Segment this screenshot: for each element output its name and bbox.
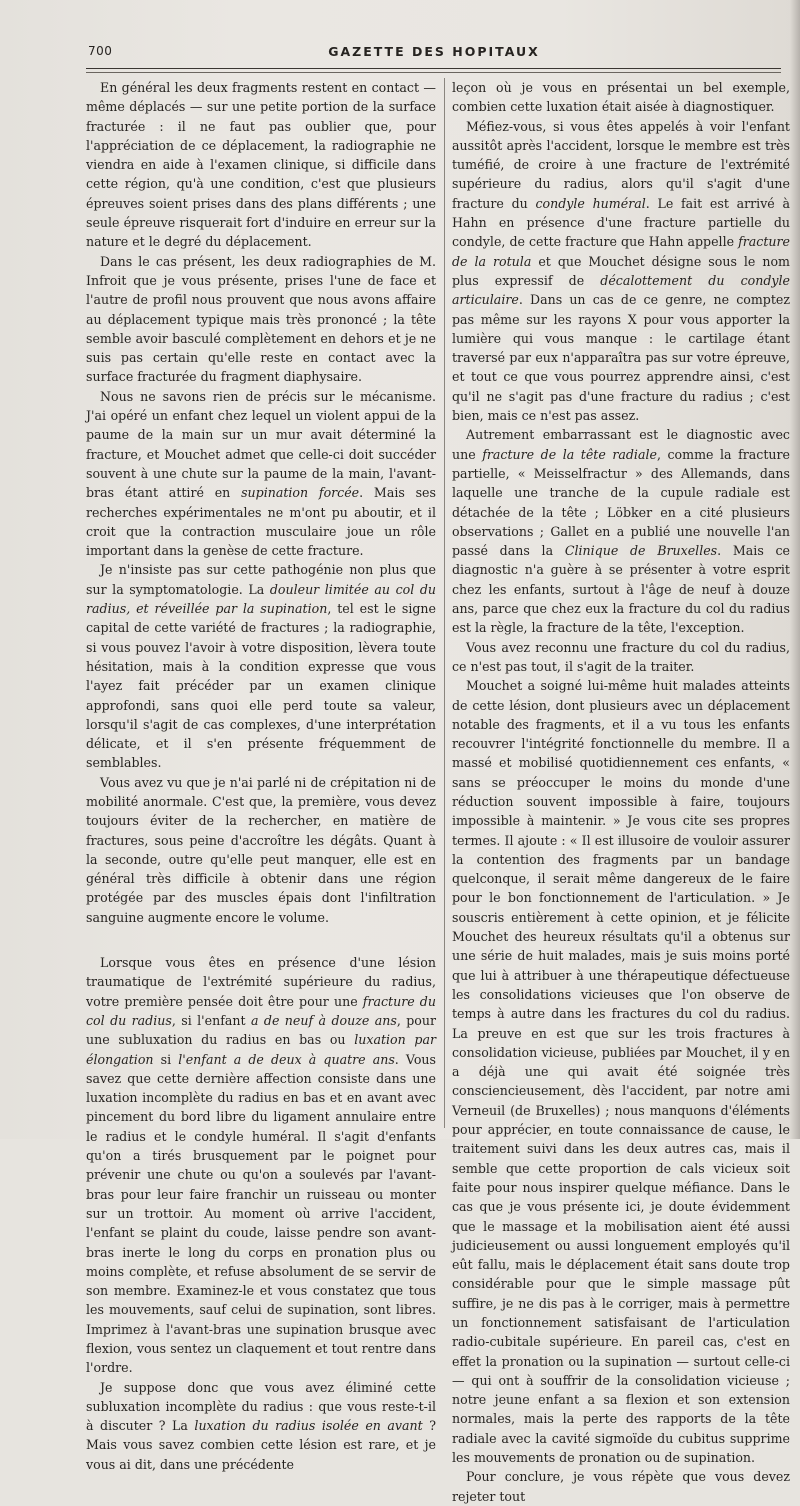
paragraph: Vous avez vu que je n'ai parlé ni de crépitation ni de mobilité anormale. C'est que, la première, vous devez toujours éviter de la rechercher, en matière de fractures, sous peine d'accroître les dégâts. Quant à la seconde, outre qu'elle peut manquer, elle est en général très difficile à obtenir dans une région protégée par des muscles épais dont l'infiltration sanguine augmente encore le volume.	[86, 774, 436, 925]
header-rule	[86, 68, 781, 69]
header-rule-thin	[86, 72, 781, 73]
paragraph: Autrement embarrassant est le diagnostic avec une fracture de la tête radiale, comme la fracture partielle, « Meisselfractur » des Allemands, dans laquelle une tranche de la cupule radiale est détachée de la tête ; Löbker en a cité plusieurs observations ; Gallet en a publié une nouvelle l'an passé dans la Clinique de Bruxelles. Mais ce diagnostic n'a guère à se présenter à votre esprit chez les enfants, surtout à l'âge de neuf à douze ans, parce que chez eux la fracture du col du radius est la règle, la fracture de la tête, l'exception.	[452, 427, 791, 636]
paragraph: En général les deux fragments restent en contact — même déplacés — sur une petite portion de la surface fracturée : il ne faut pas oublier que, pour l'appréciation de ce déplacement, la radiographie ne viendra en aide à l'examen clinique, si difficile dans cette région, qu'à une condition, c'est que plusieurs épreuves soient prises dans des plans différents ; une seule épreuve risquerait fort d'induire en erreur sur la nature et le degré du déplacement.	[86, 80, 436, 250]
column-divider	[444, 78, 445, 1128]
paragraph: Dans le cas présent, les deux radiographies de M. Infroit que je vous présente, prises l'une de face et l'autre de profil nous prouvent que nous avons affaire au déplacement typique mais très prononcé ; la tête semble avoir basculé complètement en dehors et je ne suis pas certain qu'elle reste en contact avec la surface fracturée du fragment diaphysaire.	[86, 253, 436, 385]
paragraph: leçon où je vous en présentai un bel exemple, combien cette luxation était aisée à diagnostiquer.	[452, 80, 790, 115]
paragraph: Méfiez-vous, si vous êtes appelés à voir l'enfant aussitôt après l'accident, lorsque le membre est très tuméfié, de croire à une fracture de l'extrémité supérieure du radius, alors qu'il s'agit d'une fracture du condyle huméral. Le fait est arrivé à Hahn en présence d'une fracture partielle du condyle, de cette fracture que Hahn appelle fracture de la rotula et que Mouchet désigne sous le nom plus expressif de décalottement du condyle articulaire. Dans un cas de ce genre, ne comptez pas même sur les rayons X pour vous apporter la lumière qui vous manque : le cartilage étant traversé par eux n'apparaîtra pas sur votre épreuve, et tout ce que vous pourrez apprendre ainsi, c'est qu'il ne s'agit pas d'une fracture du radius ; c'est bien, mais ce n'est pas assez.	[452, 118, 791, 424]
paragraph: Mouchet a soigné lui-même huit malades atteints de cette lésion, dont plusieurs avec un déplacement notable des fragments, et il a vu tous les enfants recouvrer l'intégrité fonctionnelle du membre. Il a massé et mobilisé quotidiennement ces enfants, « sans se préoccuper le moins du monde d'une réduction souvent impossible à faire, toujours impossible à maintenir. » Je vous cite ses propres termes. Il ajoute : « Il est illusoire de vouloir assurer la contention des fragments par un bandage quelconque, il serait même dangereux de le faire pour le bon fonctionnement de l'articulation. » Je souscris entièrement à cette opinion, et je félicite Mouchet des heureux résultats qu'il a obtenus sur une série de huit malades, mais je suis moins porté que lui à attribuer à une thérapeutique défectueuse les consolidations vicieuses que l'on observe de temps à autre dans les fractures du col du radius. La preuve en est que sur les trois fractures à consolidation vicieuse, publiées par Mouchet, il y en a déjà une qui avait été soignée très consciencieusement, dès l'accident, par notre ami Verneuil (de Bruxelles) ; nous manquons d'éléments pour apprécier, en toute connaissance de cause, le traitement suivi dans les deux autres cas, mais il semble que cette proportion de cals vicieux soit faite pour nous inspirer quelque méfiance. Dans le cas que je vous présente ici, je doute évidemment que le massage et la mobilisation aient été aussi judicieusement ou aussi longuement employés qu'il eût fallu, mais le déplacement était sans doute trop considérable pour que le simple massage pût suffire, je ne dis pas à le corriger, mais à permettre un fonctionnement satisfaisant de l'articulation radio-cubitale supérieure. En pareil cas, c'est en effet la pronation ou la supination — surtout celle-ci — qui ont à souffrir de la consolidation vicieuse ; notre jeune enfant a sa flexion et son extension normales, mais la perte des rapports de la tête radiale avec la cavité sigmoïde du cubitus supprime les mouvements de pronation ou de supination.	[452, 678, 790, 1466]
right-column	[452, 78, 791, 1504]
paragraph: Pour conclure, je vous répète que vous devez rejeter tout	[452, 1469, 790, 1504]
paragraph: Je n'insiste pas sur cette pathogénie non plus que sur la symptomatologie. La douleur limitée au col du radius, et réveillée par la supination, tel est le signe capital de cette variété de fractures ; la radiographie, si vous pouvez l'avoir à votre disposition, lèvera toute hésitation, mais à la condition expresse que vous l'ayez fait précéder par un examen clinique approfondi, sans quoi elle perd toute sa valeur, lorsqu'il s'agit de cas complexes, d'une interprétation délicate, et il s'en présente fréquemment de semblables.	[86, 562, 436, 771]
left-column	[86, 78, 436, 1472]
page-number: 700	[88, 44, 113, 58]
paragraph: Nous ne savons rien de précis sur le mécanisme. J'ai opéré un enfant chez lequel un violent appui de la paume de la main sur un mur avait déterminé la fracture, et Mouchet admet que celle-ci doit succéder souvent à une chute sur la paume de la main, l'avant-bras étant attiré en supination forcée. Mais ses recherches expérimentales ne m'ont pu aboutir, et il croit que la contraction musculaire joue un rôle important dans la genèse de cette fracture.	[86, 388, 436, 559]
page-header	[84, 44, 784, 64]
paragraph: Je suppose donc que vous avez éliminé cette subluxation incomplète du radius : que vous reste-t-il à discuter ? La luxation du radius isolée en avant ? Mais vous savez combien cette lésion est rare, et je vous ai dit, dans une précédente	[86, 1379, 436, 1472]
paragraph: Lorsque vous êtes en présence d'une lésion traumatique de l'extrémité supérieure du radius, votre première pensée doit être pour une fracture du col du radius, si l'enfant a de neuf à douze ans, pour une subluxation du radius en bas ou luxation par élongation si l'enfant a de deux à quatre ans. Vous savez que cette dernière affection consiste dans une luxation incomplète du radius en bas et en avant avec pincement du bord libre du ligament annulaire entre le radius et le condyle huméral. Il s'agit d'enfants qu'on a tirés brusquement par le poignet pour prévenir une chute ou qu'on a soulevés par l'avant-bras pour leur faire franchir un ruisseau ou monter sur un trottoir. Au moment où arrive l'accident, l'enfant se plaint du coude, laisse pendre son avant-bras inerte le long du corps en pronation plus ou moins complète, et refuse absolument de se servir de son membre. Examinez-le et vous constatez que tous les mouvements, sauf celui de supination, sont libres. Imprimez à l'avant-bras une supination brusque avec flexion, vous sentez un claquement et tout rentre dans l'ordre.	[86, 955, 436, 1376]
journal-title: GAZETTE DES HOPITAUX	[328, 44, 540, 59]
paragraph: Vous avez reconnu une fracture du col du radius, ce n'est pas tout, il s'agit de la traiter.	[452, 639, 790, 674]
